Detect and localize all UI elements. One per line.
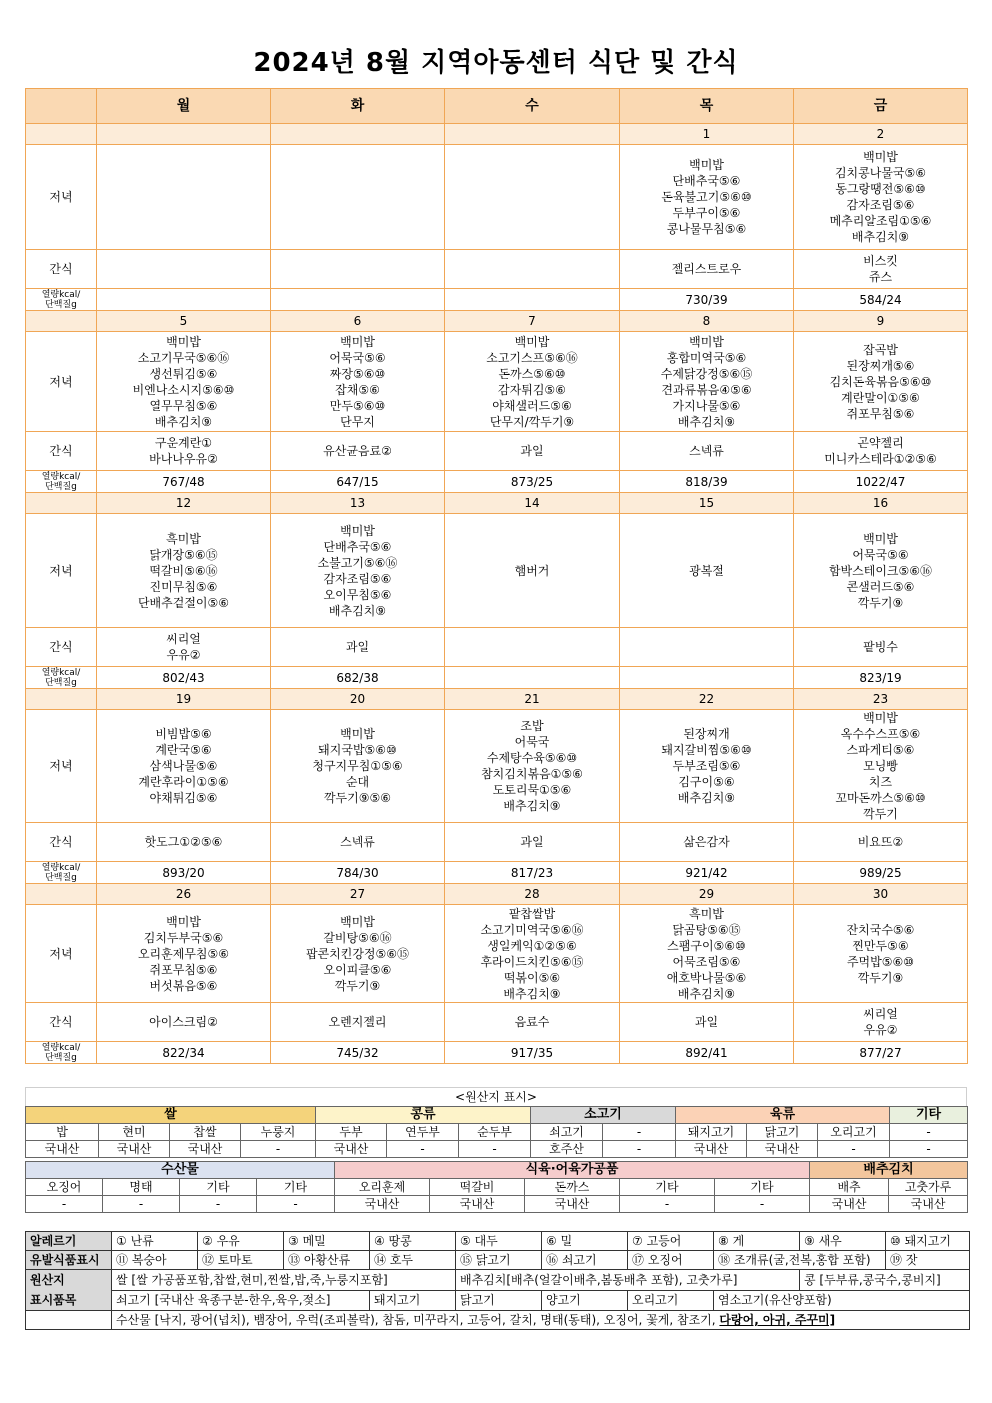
origin-item-value: -: [257, 1196, 335, 1213]
dinner-menu: 백미밥 단배추국⑤⑥ 돈육불고기⑤⑥⑩ 두부구이⑤⑥ 콩나물무침⑤⑥: [620, 145, 794, 250]
dinner-row: [26, 145, 968, 250]
origin-item-name: 오리고기: [818, 1124, 890, 1141]
date-cell: 27: [271, 884, 445, 905]
kcal-value: 817/23: [445, 862, 620, 884]
snack-menu: 비요뜨②: [794, 823, 968, 862]
dinner-row: [26, 710, 968, 823]
legend-table: [25, 1231, 970, 1330]
dinner-label: 저녁: [26, 905, 97, 1003]
dinner-label: 저녁: [26, 332, 97, 432]
dinner-menu: 백미밥 홍합미역국⑤⑥ 수제닭강정⑤⑥⑮ 견과류볶음④⑤⑥ 가지나물⑤⑥ 배추김치⑨: [620, 332, 794, 432]
origin-category: 콩류: [316, 1107, 531, 1124]
origin-title: <원산지 표시>: [25, 1087, 967, 1106]
dinner-menu: 흑미밥 닭곰탕⑤⑥⑮ 스팸구이⑤⑥⑩ 어묵조림⑤⑥ 애호박나물⑤⑥ 배추김치⑨: [620, 905, 794, 1003]
snack-label: 간식: [26, 628, 97, 667]
date-cell: 1: [620, 124, 794, 145]
origin-item: 돼지고기: [370, 1290, 456, 1311]
date-cell: 20: [271, 689, 445, 710]
date-cell: 8: [620, 311, 794, 332]
origin-item-name: 두부: [316, 1124, 387, 1141]
kcal-row: [26, 1042, 968, 1064]
origin-item: 콩 [두부류,콩국수,콩비지]: [800, 1270, 970, 1291]
origin-item-value: -: [180, 1196, 257, 1213]
origin-item-name: 오리훈제: [335, 1179, 430, 1196]
kcal-label: 열량kcal/ 단백질g: [26, 862, 97, 884]
kcal-value: 822/34: [97, 1042, 271, 1064]
date-cell: 16: [794, 493, 968, 514]
dinner-menu: [271, 145, 445, 250]
kcal-value: 767/48: [97, 471, 271, 493]
kcal-value: 584/24: [794, 289, 968, 311]
origin-items-label-2: 표시품목: [30, 1293, 77, 1307]
origin-item-value: 국내산: [889, 1196, 968, 1213]
kcal-row: [26, 862, 968, 884]
origin-item-name: 기타: [180, 1179, 257, 1196]
dinner-label: 저녁: [26, 514, 97, 628]
date-row-label: [26, 311, 97, 332]
dinner-menu: 비빔밥⑤⑥ 계란국⑤⑥ 삼색나물⑤⑥ 계란후라이①⑤⑥ 야채튀김⑤⑥: [97, 710, 271, 823]
date-row: [26, 311, 968, 332]
origin-item-name: 고춧가루: [889, 1179, 968, 1196]
kcal-label: 열량kcal/ 단백질g: [26, 1042, 97, 1064]
date-cell: 2: [794, 124, 968, 145]
dinner-menu: 흑미밥 닭개장⑤⑥⑮ 떡갈비⑤⑥⑯ 진미무침⑤⑥ 단배추겉절이⑤⑥: [97, 514, 271, 628]
origin-category: 소고기: [531, 1107, 676, 1124]
origin-item-name: 명태: [103, 1179, 180, 1196]
dinner-menu: 백미밥 옥수수스프⑤⑥ 스파게티⑤⑥ 모닝빵 치즈 꼬마돈까스⑤⑥⑩ 깍두기: [794, 710, 968, 823]
snack-menu: 젤리스트로우: [620, 250, 794, 289]
kcal-label: 열량kcal/ 단백질g: [26, 667, 97, 689]
kcal-value: 892/41: [620, 1042, 794, 1064]
origin-item-name: 연두부: [387, 1124, 459, 1141]
snack-menu: 오렌지젤리: [271, 1003, 445, 1042]
allergen-item: ⑮ 닭고기: [456, 1251, 542, 1270]
kcal-value: 989/25: [794, 862, 968, 884]
legend-spacer: [26, 1311, 112, 1330]
snack-menu: 과일: [445, 432, 620, 471]
kcal-value: 730/39: [620, 289, 794, 311]
snack-label: 간식: [26, 1003, 97, 1042]
dinner-label: 저녁: [26, 710, 97, 823]
date-cell: 13: [271, 493, 445, 514]
allergen-item: ③ 메밀: [284, 1232, 370, 1251]
dinner-menu: 백미밥 김치콩나물국⑤⑥ 동그랑땡전⑤⑥⑩ 감자조림⑤⑥ 메추리알조림①⑤⑥ 배추김치⑨: [794, 145, 968, 250]
origin-category-row: [26, 1107, 968, 1124]
origin-item-name: 돼지고기: [676, 1124, 747, 1141]
origin-item-value: 호주산: [531, 1141, 603, 1158]
date-row: [26, 689, 968, 710]
weekday-header-row: [26, 89, 968, 124]
date-cell: 26: [97, 884, 271, 905]
allergen-item: ⑬ 아황산류: [284, 1251, 370, 1270]
date-row-label: [26, 689, 97, 710]
origin-item: 쌀 [쌀 가공품포함,찹쌀,현미,찐쌀,밥,죽,누룽지포함]: [112, 1270, 456, 1291]
menu-table: [25, 88, 968, 1064]
date-cell: 28: [445, 884, 620, 905]
allergen-item: ⑰ 오징어: [628, 1251, 714, 1270]
dinner-menu: 백미밥 어묵국⑤⑥ 함박스테이크⑤⑥⑯ 콘샐러드⑤⑥ 깍두기⑨: [794, 514, 968, 628]
dinner-menu: 백미밥 단배추국⑤⑥ 소불고기⑤⑥⑯ 감자조림⑤⑥ 오이무침⑤⑥ 배추김치⑨: [271, 514, 445, 628]
origin-item-value: 국내산: [335, 1196, 430, 1213]
origin-item: 양고기: [542, 1290, 628, 1311]
snack-menu: 비스킷 쥬스: [794, 250, 968, 289]
kcal-value: 877/27: [794, 1042, 968, 1064]
snack-row: [26, 628, 968, 667]
origin-item-value: -: [103, 1196, 180, 1213]
snack-menu: 씨리얼 우유②: [97, 628, 271, 667]
origin-item-name: 오징어: [26, 1179, 103, 1196]
origin-category: 식육·어육가공품: [335, 1162, 810, 1179]
kcal-value: [271, 289, 445, 311]
dinner-menu: 잡곡밥 된장찌개⑤⑥ 김치돈육볶음⑤⑥⑩ 계란말이①⑤⑥ 쥐포무침⑤⑥: [794, 332, 968, 432]
origin-item-value: 국내산: [26, 1141, 99, 1158]
allergen-item: ⑥ 밀: [542, 1232, 628, 1251]
origin-item-value: -: [26, 1196, 103, 1213]
kcal-value: 1022/47: [794, 471, 968, 493]
date-cell: 15: [620, 493, 794, 514]
snack-menu: 구운계란① 바나나우유②: [97, 432, 271, 471]
snack-menu: [445, 250, 620, 289]
snack-menu: 팥빙수: [794, 628, 968, 667]
snack-menu: 음료수: [445, 1003, 620, 1042]
origin-item-name: 기타: [715, 1179, 810, 1196]
date-row: [26, 884, 968, 905]
origin-item-name: 현미: [99, 1124, 170, 1141]
origin-item-name: 누룽지: [241, 1124, 316, 1141]
snack-menu: 과일: [271, 628, 445, 667]
date-row-label: [26, 124, 97, 145]
kcal-value: [620, 667, 794, 689]
origin-category: 수산물: [26, 1162, 335, 1179]
origin-category: 쌀: [26, 1107, 316, 1124]
kcal-value: 784/30: [271, 862, 445, 884]
origin-item-value: 국내산: [747, 1141, 818, 1158]
allergen-item: ⑧ 게: [714, 1232, 800, 1251]
kcal-row: [26, 667, 968, 689]
date-cell: 23: [794, 689, 968, 710]
allergen-item: ④ 땅콩: [370, 1232, 456, 1251]
allergen-label: 알레르기: [26, 1232, 112, 1251]
kcal-value: [445, 667, 620, 689]
origin-item-value: 국내산: [810, 1196, 889, 1213]
origin-category: 기타: [890, 1107, 968, 1124]
kcal-value: 745/32: [271, 1042, 445, 1064]
origin-item-value: -: [620, 1196, 715, 1213]
weekday-header: 금: [794, 89, 968, 124]
corner-cell: [26, 89, 97, 124]
origin-item: 배추김치[배추(얼갈이배추,봄동배추 포함), 고춧가루]: [456, 1270, 800, 1291]
snack-menu: 씨리얼 우유②: [794, 1003, 968, 1042]
snack-menu: 핫도그①②⑤⑥: [97, 823, 271, 862]
snack-menu: 삶은감자: [620, 823, 794, 862]
dinner-menu: 된장찌개 돼지갈비찜⑤⑥⑩ 두부조림⑤⑥ 김구이⑤⑥ 배추김치⑨: [620, 710, 794, 823]
dinner-row: [26, 332, 968, 432]
allergen-item: ⑩ 돼지고기: [886, 1232, 970, 1251]
snack-row: [26, 823, 968, 862]
snack-menu: [271, 250, 445, 289]
snack-label: 간식: [26, 250, 97, 289]
allergen-item: ⑨ 새우: [800, 1232, 886, 1251]
origin-item-value: -: [818, 1141, 890, 1158]
snack-label: 간식: [26, 432, 97, 471]
origin-seafood-emph: 다랑어, 아귀, 주꾸미]: [719, 1313, 836, 1327]
kcal-value: 647/15: [271, 471, 445, 493]
snack-menu: 스넥류: [620, 432, 794, 471]
date-row: [26, 493, 968, 514]
date-cell: 22: [620, 689, 794, 710]
allergen-item: ⑫ 토마토: [198, 1251, 284, 1270]
dinner-row: [26, 905, 968, 1003]
date-row-label: [26, 884, 97, 905]
origin-table-1: [25, 1106, 968, 1158]
dinner-menu: 광복절: [620, 514, 794, 628]
kcal-row: [26, 289, 968, 311]
origin-item: 쇠고기 [국내산 육종구분-한우,육우,젖소]: [112, 1290, 370, 1311]
origin-item-value: -: [890, 1141, 968, 1158]
origin-item-value: -: [459, 1141, 531, 1158]
dinner-menu: 조밥 어묵국 수제탕수육⑤⑥⑩ 참치김치볶음①⑤⑥ 도토리묵①⑤⑥ 배추김치⑨: [445, 710, 620, 823]
weekday-header: 수: [445, 89, 620, 124]
date-row-label: [26, 493, 97, 514]
dinner-menu: 잔치국수⑤⑥ 찐만두⑤⑥ 주먹밥⑤⑥⑩ 깍두기⑨: [794, 905, 968, 1003]
origin-item-name: -: [603, 1124, 676, 1141]
origin-item-value: 국내산: [525, 1196, 620, 1213]
origin-item-name: 닭고기: [747, 1124, 818, 1141]
origin-item-value: 국내산: [430, 1196, 525, 1213]
dinner-menu: 백미밥 소고기스프⑤⑥⑯ 돈까스⑤⑥⑩ 감자튀김⑤⑥ 야채샐러드⑤⑥ 단무지/깍두기⑨: [445, 332, 620, 432]
date-cell: 29: [620, 884, 794, 905]
snack-menu: [97, 250, 271, 289]
kcal-row: [26, 471, 968, 493]
dinner-menu: 햄버거: [445, 514, 620, 628]
allergen-item: ⑲ 잣: [886, 1251, 970, 1270]
kcal-value: 873/25: [445, 471, 620, 493]
kcal-value: 818/39: [620, 471, 794, 493]
snack-menu: [620, 628, 794, 667]
allergen-item: ⑪ 복숭아: [112, 1251, 198, 1270]
kcal-value: 917/35: [445, 1042, 620, 1064]
snack-menu: 유산균음료②: [271, 432, 445, 471]
kcal-value: 893/20: [97, 862, 271, 884]
kcal-value: 823/19: [794, 667, 968, 689]
snack-menu: 과일: [620, 1003, 794, 1042]
dinner-label: 저녁: [26, 145, 97, 250]
origin-item-value: -: [603, 1141, 676, 1158]
date-cell: 14: [445, 493, 620, 514]
dinner-row: [26, 514, 968, 628]
kcal-value: [97, 289, 271, 311]
dinner-menu: [97, 145, 271, 250]
allergen-item: ⑱ 조개류(굴,전복,홍합 포함): [714, 1251, 886, 1270]
dinner-menu: 백미밥 어묵국⑤⑥ 짜장⑤⑥⑩ 잡채⑤⑥ 만두⑤⑥⑩ 단무지: [271, 332, 445, 432]
snack-menu: 곤약젤리 미니카스테라①②⑤⑥: [794, 432, 968, 471]
dinner-menu: 팥찹쌀밥 소고기미역국⑤⑥⑯ 생일케익①②⑤⑥ 후라이드치킨⑤⑥⑮ 떡볶이⑤⑥ 배추김치⑨: [445, 905, 620, 1003]
origin-item-name: 순두부: [459, 1124, 531, 1141]
allergen-item: ⑦ 고등어: [628, 1232, 714, 1251]
date-cell: [97, 124, 271, 145]
date-cell: [445, 124, 620, 145]
origin-item-name: 돈까스: [525, 1179, 620, 1196]
date-cell: 12: [97, 493, 271, 514]
date-cell: [271, 124, 445, 145]
date-cell: 21: [445, 689, 620, 710]
origin-item-value: 국내산: [170, 1141, 241, 1158]
page-title: 2024년 8월 지역아동센터 식단 및 간식: [253, 48, 739, 78]
origin-item-name: -: [890, 1124, 968, 1141]
snack-row: [26, 250, 968, 289]
snack-row: [26, 1003, 968, 1042]
date-cell: 30: [794, 884, 968, 905]
snack-label: 간식: [26, 823, 97, 862]
kcal-value: 921/42: [620, 862, 794, 884]
dinner-menu: 백미밥 김치두부국⑤⑥ 오리훈제무침⑤⑥ 쥐포무침⑤⑥ 버섯볶음⑤⑥: [97, 905, 271, 1003]
origin-item-value: -: [387, 1141, 459, 1158]
allergen-item: ① 난류: [112, 1232, 198, 1251]
origin-item-name: 기타: [257, 1179, 335, 1196]
origin-table-2: [25, 1161, 968, 1213]
dinner-menu: 백미밥 소고기무국⑤⑥⑯ 생선튀김⑤⑥ 비엔나소시지⑤⑥⑩ 열무무침⑤⑥ 배추김치⑨: [97, 332, 271, 432]
origin-items-label-1: 원산지: [30, 1273, 65, 1287]
origin-item: 염소고기(유산양포함): [714, 1290, 970, 1311]
allergen-label: 유발식품표시: [26, 1251, 112, 1270]
snack-menu: [445, 628, 620, 667]
weekday-header: 화: [271, 89, 445, 124]
origin-category-row: [26, 1162, 968, 1179]
dinner-menu: [445, 145, 620, 250]
origin-item-value: 국내산: [99, 1141, 170, 1158]
kcal-label: 열량kcal/ 단백질g: [26, 471, 97, 493]
weekday-header: 월: [97, 89, 271, 124]
origin-seafood-text: 수산물 [낙지, 광어(넙치), 뱀장어, 우럭(조피볼락), 참돔, 미꾸라지, 고등어, 갈치, 명태(동태), 오징어, 꽃게, 참조기,: [116, 1313, 720, 1327]
allergen-item: ⑯ 쇠고기: [542, 1251, 628, 1270]
origin-category: 육류: [676, 1107, 890, 1124]
origin-item-name: 배추: [810, 1179, 889, 1196]
weekday-header: 목: [620, 89, 794, 124]
allergen-item: ⑤ 대두: [456, 1232, 542, 1251]
date-row: [26, 124, 968, 145]
date-cell: 7: [445, 311, 620, 332]
origin-item-value: -: [715, 1196, 810, 1213]
date-cell: 19: [97, 689, 271, 710]
snack-menu: 과일: [445, 823, 620, 862]
dinner-menu: 백미밥 돼지국밥⑤⑥⑩ 청구지무침①⑤⑥ 순대 깍두기⑨⑤⑥: [271, 710, 445, 823]
allergen-item: ② 우유: [198, 1232, 284, 1251]
origin-item-name: 떡갈비: [430, 1179, 525, 1196]
origin-item-value: 국내산: [316, 1141, 387, 1158]
allergen-item: ⑭ 호두: [370, 1251, 456, 1270]
kcal-value: [445, 289, 620, 311]
origin-item-value: 국내산: [676, 1141, 747, 1158]
kcal-label: 열량kcal/ 단백질g: [26, 289, 97, 311]
dinner-menu: 백미밥 갈비탕⑤⑥⑯ 팝콘치킨강정⑤⑥⑮ 오이피클⑤⑥ 깍두기⑨: [271, 905, 445, 1003]
date-cell: 5: [97, 311, 271, 332]
origin-item: 오리고기: [628, 1290, 714, 1311]
date-cell: 6: [271, 311, 445, 332]
snack-row: [26, 432, 968, 471]
date-cell: 9: [794, 311, 968, 332]
origin-item-name: 밥: [26, 1124, 99, 1141]
origin-item-value: -: [241, 1141, 316, 1158]
origin-item-name: 기타: [620, 1179, 715, 1196]
snack-menu: 아이스크림②: [97, 1003, 271, 1042]
origin-category: 배추김치: [810, 1162, 968, 1179]
kcal-value: 802/43: [97, 667, 271, 689]
origin-seafood: [112, 1311, 970, 1330]
origin-item-name: 쇠고기: [531, 1124, 603, 1141]
snack-menu: 스넥류: [271, 823, 445, 862]
kcal-value: 682/38: [271, 667, 445, 689]
origin-item-name: 찹쌀: [170, 1124, 241, 1141]
origin-item: 닭고기: [456, 1290, 542, 1311]
origin-items-label: [26, 1270, 112, 1311]
